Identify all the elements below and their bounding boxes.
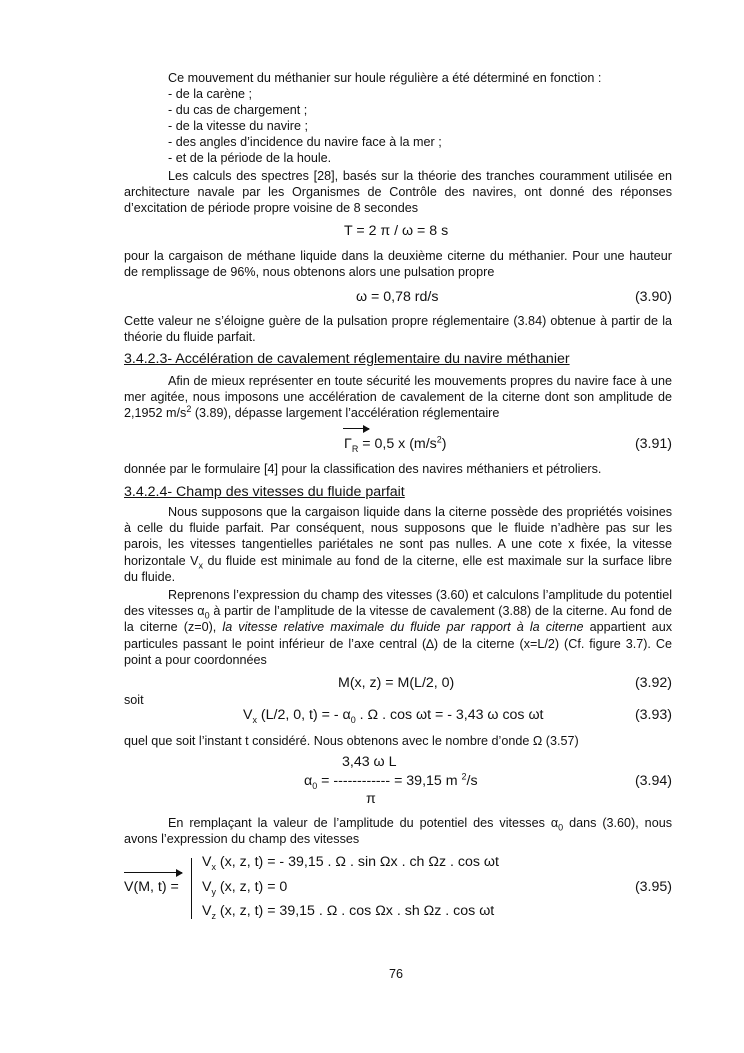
section-heading-3-4-2-3: 3.4.2.3- Accélération de cavalement réglementaire du navire méthanier [124,351,570,367]
section-heading-3-4-2-4: 3.4.2.4- Champ des vitesses du fluide parfait [124,484,405,500]
paragraph-supposons: Nous supposons que la cargaison liquide dans la citerne possède des propriétés voisines à celle du fluide parfait. Par conséquent, nous supposons que le fluide n’adhère pas sur les parois, les vitesses tangentielles pariétales ne sont pas nulles. A une cote x fixée, la vitesse horizontale $V_x$ du fluide est minimale au fond de la citerne, elle est maximale sur la surface libre du fluide. [124,505,672,584]
vector-field-lhs: V(M, t) = [124,879,179,895]
system-brace [191,858,192,919]
equation-3-90: ω = 0,78 rd/s [356,289,439,305]
soit-word: soit [124,693,144,707]
equation-number: (3.92) [634,675,672,691]
equation-number: (3.94) [634,773,672,789]
equation-number: (3.91) [634,436,672,452]
velocity-component-x: $V_x$ (x, z, t) = - 39,15 . Ω . sin Ωx . ch Ωz . cos ωt [202,854,499,872]
equation-3-91: $\Gamma_R = 0,5$ x $(m/s^2)$ [344,434,447,454]
intro-lead: Ce mouvement du méthanier sur houle régulière a été déterminé en fonction : [168,71,602,85]
paragraph-donnee: donnée par le formulaire [4] pour la classification des navires méthaniers et pétroliers. [124,462,602,476]
equation-3-93: $V_x$ (L/2, 0, t) = - $\alpha_0$ . Ω . cos ωt = - 3,43 ω cos ωt [243,707,544,725]
list-item: - de la vitesse du navire ; [168,119,309,133]
vector-arrow [343,428,369,429]
list-item: - des angles d’incidence du navire face à la mer ; [168,135,442,149]
fraction-denominator: π [366,791,376,807]
paragraph-reprenons: Reprenons l’expression du champ des vitesses (3.60) et calculons l’amplitude du potentiel des vitesses $\alpha_0$ à partir de l’amplitude de la vitesse de cavalement (3.88) de la citerne. Au fond de la citerne (z=0), la vitesse relative maximale du fluide par rapport à la citerne appartient aux particules passant le point inférieur de l’axe central (∆) de la citerne (x=L/2) (Cf. figure 3.7). Ce point a pour coordonnées [124,588,672,667]
paragraph-remplacant: En remplaçant la valeur de l’amplitude du potentiel des vitesses $\alpha_0$ dans (3.60), nous avons l’expression du champ des vitesses [124,816,672,847]
vector-arrow [124,872,182,873]
list-item: - du cas de chargement ; [168,103,308,117]
paragraph-calculs: Les calculs des spectres [28], basés sur la théorie des tranches couramment utilisée en architecture navale par les Organismes de Contrôle des navires, ont donné des réponses d’excitation de période propre voisine de 8 secondes [124,169,672,216]
velocity-component-z: $V_z$ (x, z, t) = 39,15 . Ω . cos Ωx . sh Ωz . cos ωt [202,903,495,921]
equation-3-92: M(x, z) = M(L/2, 0) [338,675,455,691]
page-number: 76 [389,967,404,981]
fraction-numerator: 3,43 ω L [342,754,397,770]
paragraph-afin: Afin de mieux représenter en toute sécurité les mouvements propres du navire face à une mer agitée, nous imposons une accélération de cavalement de la citerne dont son amplitude de 2,1952 $m/s^2$ (3.89), dépasse largement l’accélération réglementaire [124,374,672,421]
list-item: - de la carène ; [168,87,253,101]
equation-3-94: $\alpha_0$ = ------------ = 39,15 m $^2$/s [304,771,478,791]
equation-number: (3.90) [634,289,672,305]
equation-number: (3.95) [634,879,672,895]
equation-period: T = 2 π / ω = 8 s [344,223,449,239]
velocity-component-y: $V_y$ (x, z, t) = 0 [202,879,288,897]
paragraph-cargaison: pour la cargaison de méthane liquide dans la deuxième citerne du méthanier. Pour une hauteur de remplissage de 96%, nous obtenons alors une pulsation propre [124,249,672,280]
paragraph-quel: quel que soit l’instant t considéré. Nous obtenons avec le nombre d’onde Ω (3.57) [124,734,579,748]
equation-number: (3.93) [634,707,672,723]
list-item: - et de la période de la houle. [168,151,332,165]
paragraph-valeur: Cette valeur ne s’éloigne guère de la pulsation propre réglementaire (3.84) obtenue à partir de la théorie du fluide parfait. [124,314,672,345]
